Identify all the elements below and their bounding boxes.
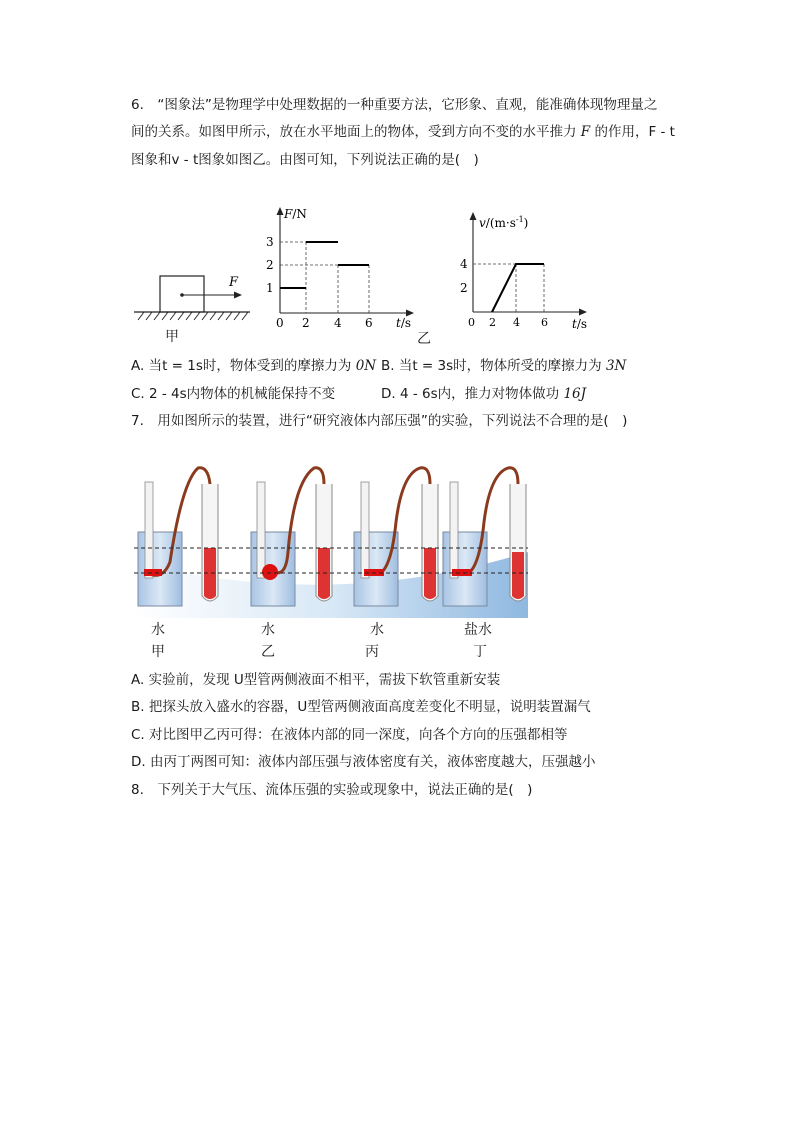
ft-x-tick-4: 4 xyxy=(334,316,342,330)
setup-bing xyxy=(354,468,438,606)
probe-head-yi xyxy=(262,564,278,580)
vt-y-arrow xyxy=(470,212,477,220)
q6-option-a-text: A. 当t = 1s时，物体受到的摩擦力为 xyxy=(131,358,356,374)
setup-yi xyxy=(251,468,332,606)
ft-graph xyxy=(262,200,422,335)
q6-line-3: 图象和v - t图象如图乙。由图可知，下列说法正确的是( ) xyxy=(131,152,479,168)
q7-option-a[interactable]: A. 实验前，发现 U型管两侧液面不相平，需拔下软管重新安装 xyxy=(131,672,501,688)
q6-line-2b: 的作用，F - t xyxy=(590,124,675,140)
probe-rod-ding xyxy=(450,482,458,578)
q6-line-2a: 间的关系。如图甲所示，放在水平地面上的物体，受到方向不变的水平推力 xyxy=(131,124,581,140)
q6-line-2 xyxy=(131,122,675,142)
vt-x-tick-6: 6 xyxy=(541,316,548,329)
ft-y-tick-1: 1 xyxy=(266,281,274,295)
vt-x-arrow xyxy=(579,309,587,316)
u-tube-liquid-ding xyxy=(512,552,524,599)
probe-rod-bing xyxy=(361,482,369,578)
q6-line-1: 6. “图象法”是物理学中处理数据的一种重要方法，它形象、直观，能准确体现物理量之 xyxy=(131,97,658,113)
probe-head-ding xyxy=(452,569,472,576)
u-tube-liquid-bing xyxy=(424,548,436,599)
probe-rod-jia xyxy=(145,482,153,578)
force-label: F xyxy=(229,275,239,290)
ft-x-tick-2: 2 xyxy=(302,316,310,330)
force-arrow-head xyxy=(234,292,242,299)
pressure-apparatus-figure xyxy=(134,462,528,618)
ft-y-arrow xyxy=(277,207,284,215)
ft-guide-lines xyxy=(280,242,369,313)
vt-y-tick-4: 4 xyxy=(460,257,468,271)
q7-option-c[interactable]: C. 对比图甲乙丙可得：在液体内部的同一深度，向各个方向的压强都相等 xyxy=(131,727,568,743)
caption-ding-q7: 丁 xyxy=(473,644,487,660)
q6-force-var: F xyxy=(580,124,591,140)
q6-option-c[interactable]: C. 2 - 4s内物体的机械能保持不变 xyxy=(131,386,336,402)
u-tube-liquid-yi xyxy=(318,548,330,599)
ft-x-label: t/s xyxy=(396,316,412,330)
q6-option-b-text: B. 当t = 3s时，物体所受的摩擦力为 xyxy=(381,358,606,374)
q6-option-b-value: 3N xyxy=(605,358,627,374)
caption-bing-q7: 丙 xyxy=(365,644,379,660)
ft-data-steps xyxy=(280,242,369,288)
caption-jia-q7: 甲 xyxy=(151,644,165,660)
ft-y-label: F/N xyxy=(284,207,307,221)
vt-y-label: $v/(m\cdot s^{-1})$ xyxy=(479,215,529,230)
ft-y-tick-3: 3 xyxy=(266,235,274,249)
vt-x-tick-4: 4 xyxy=(513,316,520,329)
figure-jia xyxy=(130,260,260,345)
u-tube-liquid-jia xyxy=(204,548,216,599)
q8-stem: 8. 下列关于大气压、流体压强的实验或现象中，说法正确的是( ) xyxy=(131,782,533,798)
q6-option-d-value: 16J xyxy=(563,386,587,402)
setup-jia xyxy=(138,468,218,606)
vt-x-tick-2: 2 xyxy=(489,316,496,329)
q6-option-a[interactable] xyxy=(131,356,376,376)
ft-x-tick-0: 0 xyxy=(276,316,284,330)
q6-option-a-value: 0N xyxy=(355,358,377,374)
liquid-label-yi: 水 xyxy=(261,622,275,638)
ft-x-tick-6: 6 xyxy=(365,316,373,330)
vt-y-tick-2: 2 xyxy=(460,281,468,295)
vt-x-tick-0: 0 xyxy=(468,316,475,329)
q6-option-d-text: D. 4 - 6s内，推力对物体做功 xyxy=(381,386,564,402)
vt-data-line xyxy=(492,264,544,312)
q7-option-b[interactable]: B. 把探头放入盛水的容器，U型管两侧液面高度差变化不明显，说明装置漏气 xyxy=(131,699,591,715)
vt-guide-lines xyxy=(473,264,544,312)
caption-yi-q7: 乙 xyxy=(261,644,275,660)
liquid-label-bing: 水 xyxy=(370,622,384,638)
q7-option-d[interactable]: D. 由丙丁两图可知：液体内部压强与液体密度有关，液体密度越大，压强越小 xyxy=(131,754,596,770)
ft-y-tick-2: 2 xyxy=(266,258,274,272)
setup-ding xyxy=(443,468,526,606)
q6-option-d[interactable] xyxy=(381,384,586,404)
vt-x-label: t/s xyxy=(572,317,588,331)
probe-rod-yi xyxy=(257,482,265,578)
q7-stem: 7. 用如图所示的装置，进行“研究液体内部压强”的实验，下列说法不合理的是( ) xyxy=(131,413,628,429)
ground-hatch xyxy=(138,312,248,320)
liquid-label-jia: 水 xyxy=(151,622,165,638)
caption-jia: 甲 xyxy=(165,329,179,345)
vt-graph xyxy=(455,205,615,335)
liquid-label-ding: 盐水 xyxy=(464,622,492,638)
caption-yi: 乙 xyxy=(417,331,431,347)
probe-head-bing xyxy=(364,569,384,576)
q6-option-b[interactable] xyxy=(381,356,626,376)
probe-head-jia xyxy=(144,569,162,576)
